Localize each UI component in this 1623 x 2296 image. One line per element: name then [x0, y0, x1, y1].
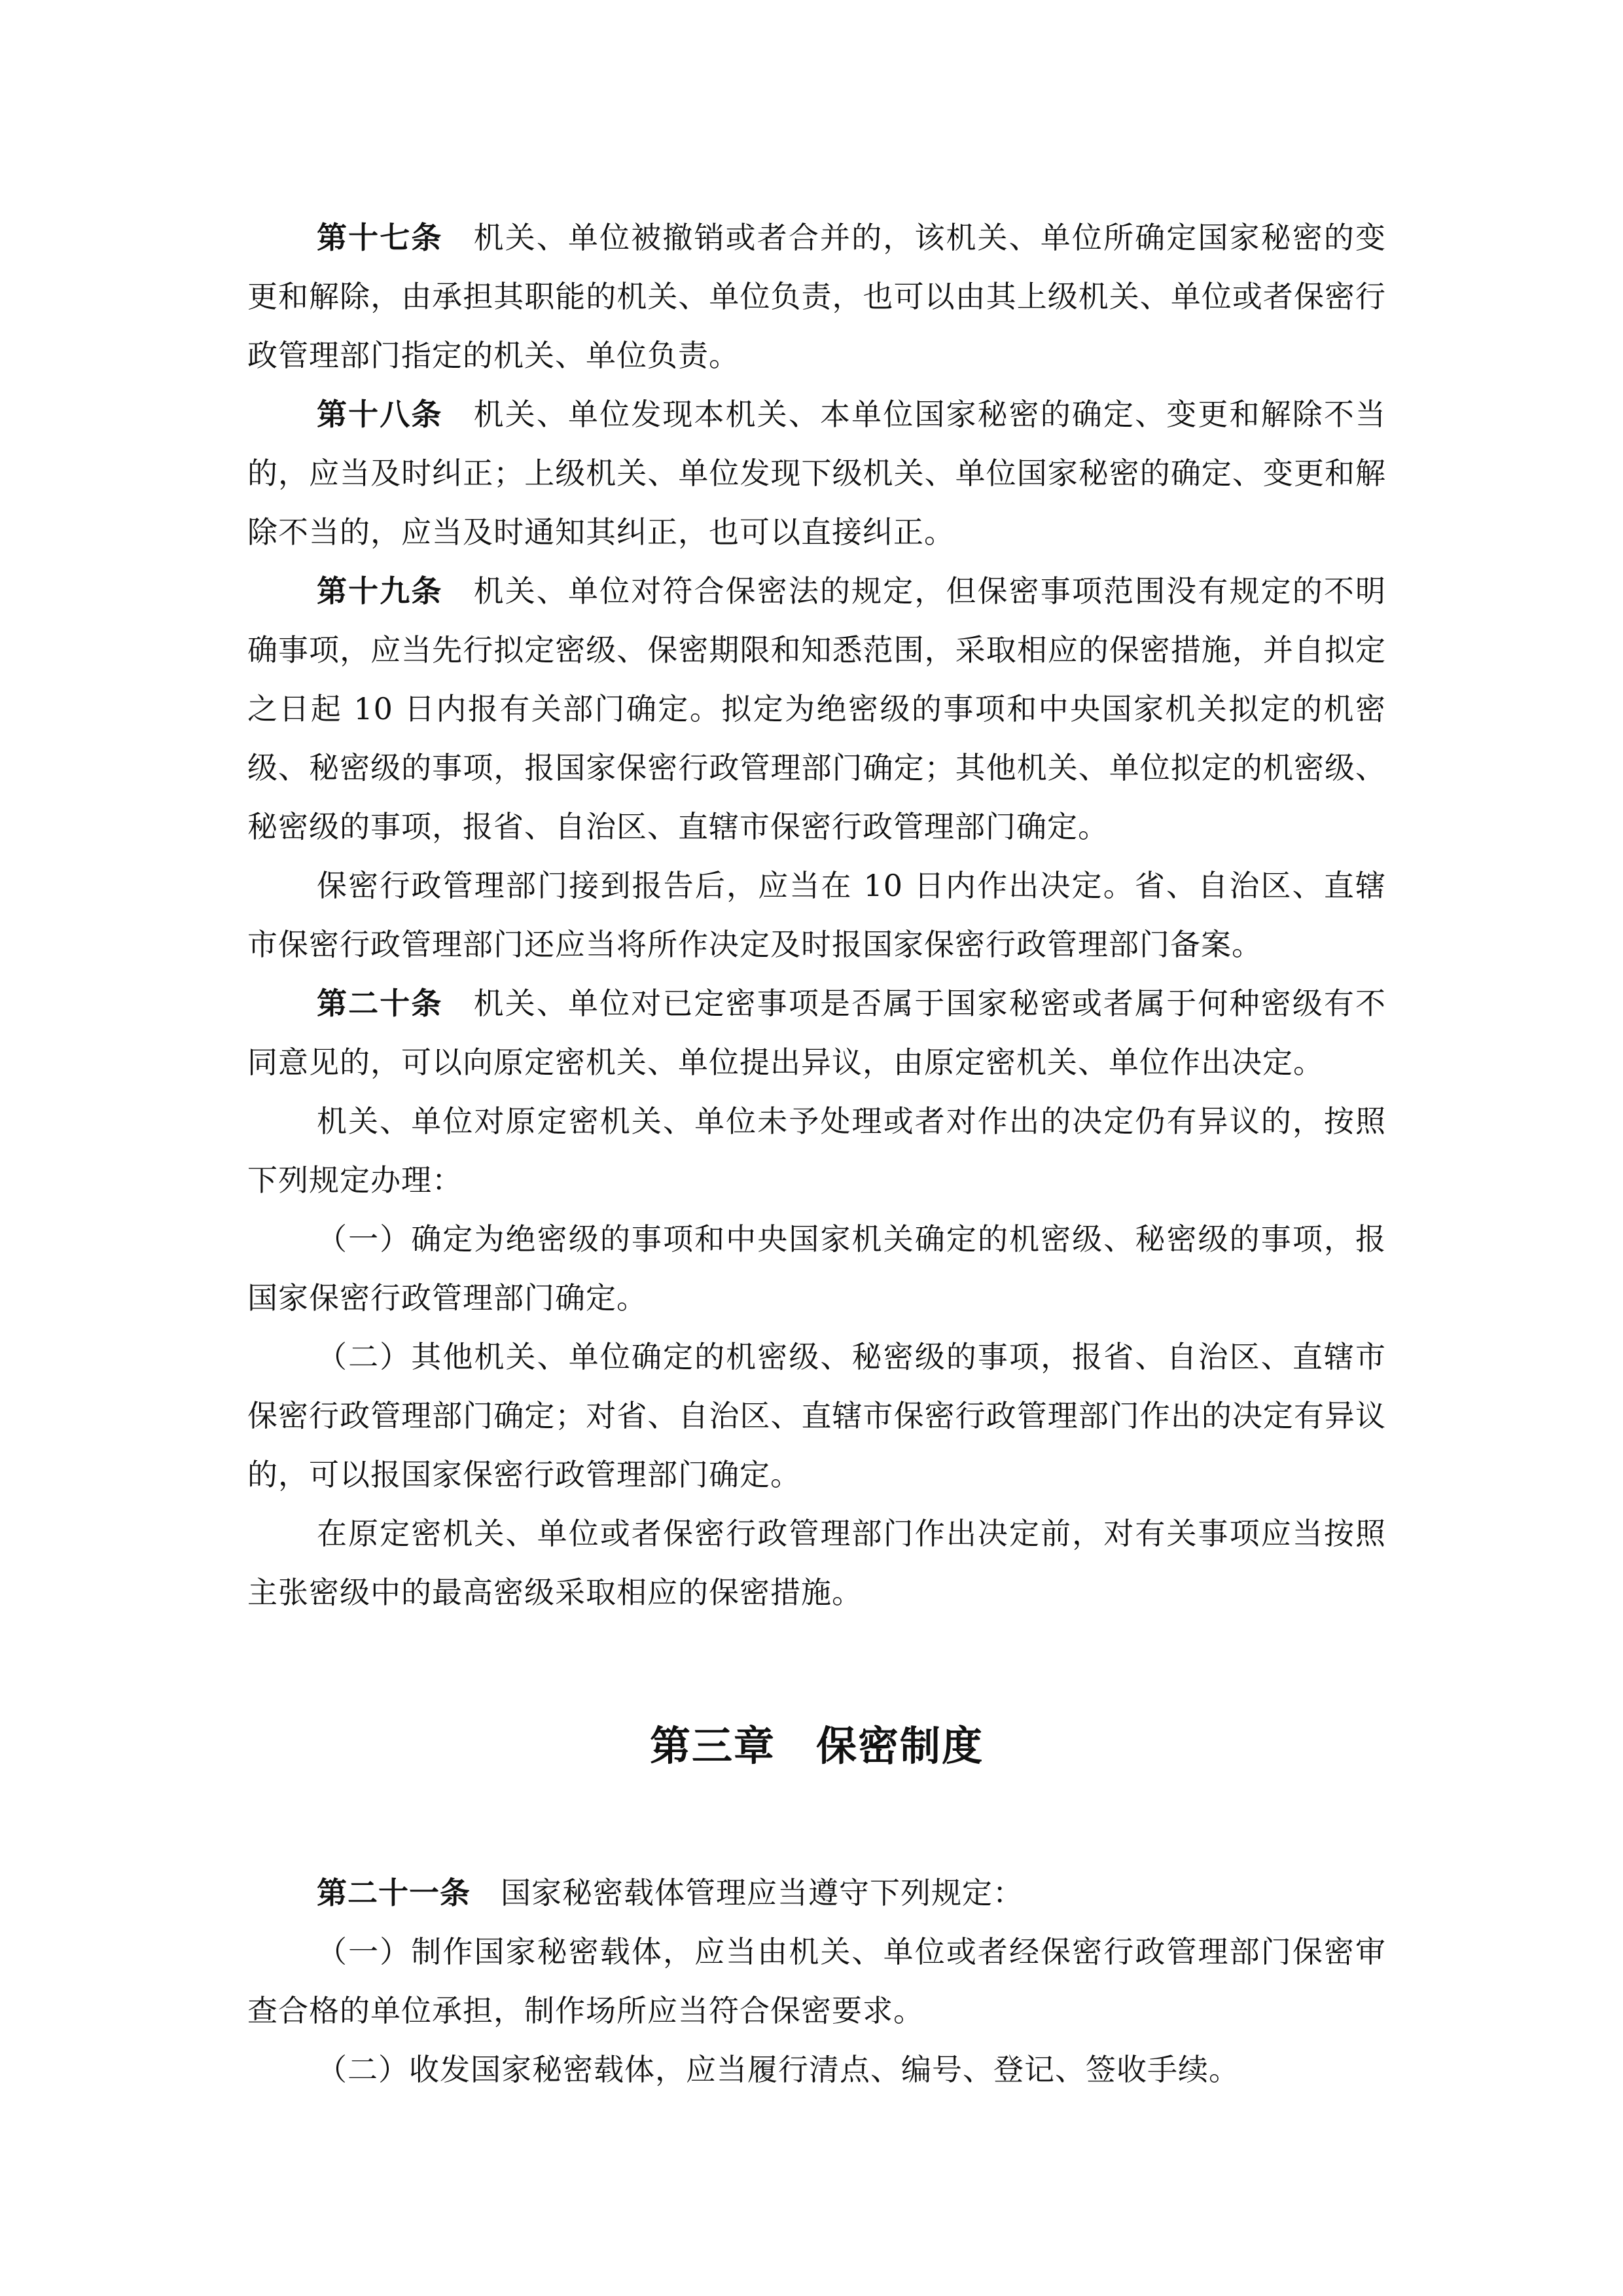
article-19-paragraph-2	[247, 856, 1386, 974]
article-20-item-2	[247, 1327, 1386, 1504]
article-text: 机关、单位对符合保密法的规定，但保密事项范围没有规定的不明确事项，应当先行拟定密级、保密期限和知悉范围，采取相应的保密措施，并自拟定之日起 10 日内报有关部门确定。拟定为绝密级的事项和中央国家机关拟定的机密级、秘密级的事项，报国家保密行政管理部门确定；其他机关、单位拟定的机密级、秘密级的事项，报省、自治区、直辖市保密行政管理部门确定。	[247, 573, 1387, 844]
article-number: 第十九条	[317, 573, 443, 609]
article-17	[247, 208, 1386, 385]
chapter-number: 第三章	[649, 1722, 776, 1770]
article-number: 第二十条	[317, 986, 443, 1021]
chapter-heading	[247, 1713, 1386, 1772]
article-text: 机关、单位发现本机关、本单位国家秘密的确定、变更和解除不当的，应当及时纠正；上级机关、单位发现下级机关、单位国家秘密的确定、变更和解除不当的，应当及时通知其纠正，也可以直接纠正。	[247, 397, 1387, 550]
paragraph-text: （一）确定为绝密级的事项和中央国家机关确定的机密级、秘密级的事项，报国家保密行政管理部门确定。	[247, 1221, 1386, 1316]
paragraph-text: 在原定密机关、单位或者保密行政管理部门作出决定前，对有关事项应当按照主张密级中的最高密级采取相应的保密措施。	[247, 1516, 1386, 1610]
paragraph-text: 保密行政管理部门接到报告后，应当在 10 日内作出决定。省、自治区、直辖市保密行政管理部门还应当将所作决定及时报国家保密行政管理部门备案。	[247, 868, 1386, 962]
article-21	[247, 1863, 1386, 1922]
article-number: 第十八条	[317, 397, 443, 432]
article-number: 第二十一条	[317, 1875, 471, 1910]
article-20-paragraph-2	[247, 1092, 1386, 1210]
paragraph-text: （二）收发国家秘密载体，应当履行清点、编号、登记、签收手续。	[317, 2052, 1240, 2087]
paragraph-text: 机关、单位对原定密机关、单位未予处理或者对作出的决定仍有异议的，按照下列规定办理：	[247, 1103, 1386, 1198]
article-20-paragraph-3	[247, 1504, 1386, 1622]
paragraph-text: （二）其他机关、单位确定的机密级、秘密级的事项，报省、自治区、直辖市保密行政管理部门确定；对省、自治区、直辖市保密行政管理部门作出的决定有异议的，可以报国家保密行政管理部门确定。	[247, 1339, 1386, 1492]
article-19	[247, 562, 1386, 856]
article-20-item-1	[247, 1210, 1386, 1327]
article-number: 第十七条	[317, 220, 443, 255]
article-20	[247, 974, 1386, 1092]
article-text: 国家秘密载体管理应当遵守下列规定：	[501, 1875, 1024, 1910]
article-21-item-2	[247, 2040, 1386, 2099]
article-18	[247, 385, 1386, 562]
article-text: 机关、单位被撤销或者合并的，该机关、单位所确定国家秘密的变更和解除，由承担其职能的机关、单位负责，也可以由其上级机关、单位或者保密行政管理部门指定的机关、单位负责。	[247, 220, 1387, 373]
article-21-item-1	[247, 1922, 1386, 2040]
paragraph-text: （一）制作国家秘密载体，应当由机关、单位或者经保密行政管理部门保密审查合格的单位承担，制作场所应当符合保密要求。	[247, 1934, 1386, 2028]
chapter-title: 保密制度	[816, 1722, 984, 1770]
article-text: 机关、单位对已定密事项是否属于国家秘密或者属于何种密级有不同意见的，可以向原定密机关、单位提出异议，由原定密机关、单位作出决定。	[247, 986, 1387, 1080]
document-body	[247, 208, 1386, 2099]
